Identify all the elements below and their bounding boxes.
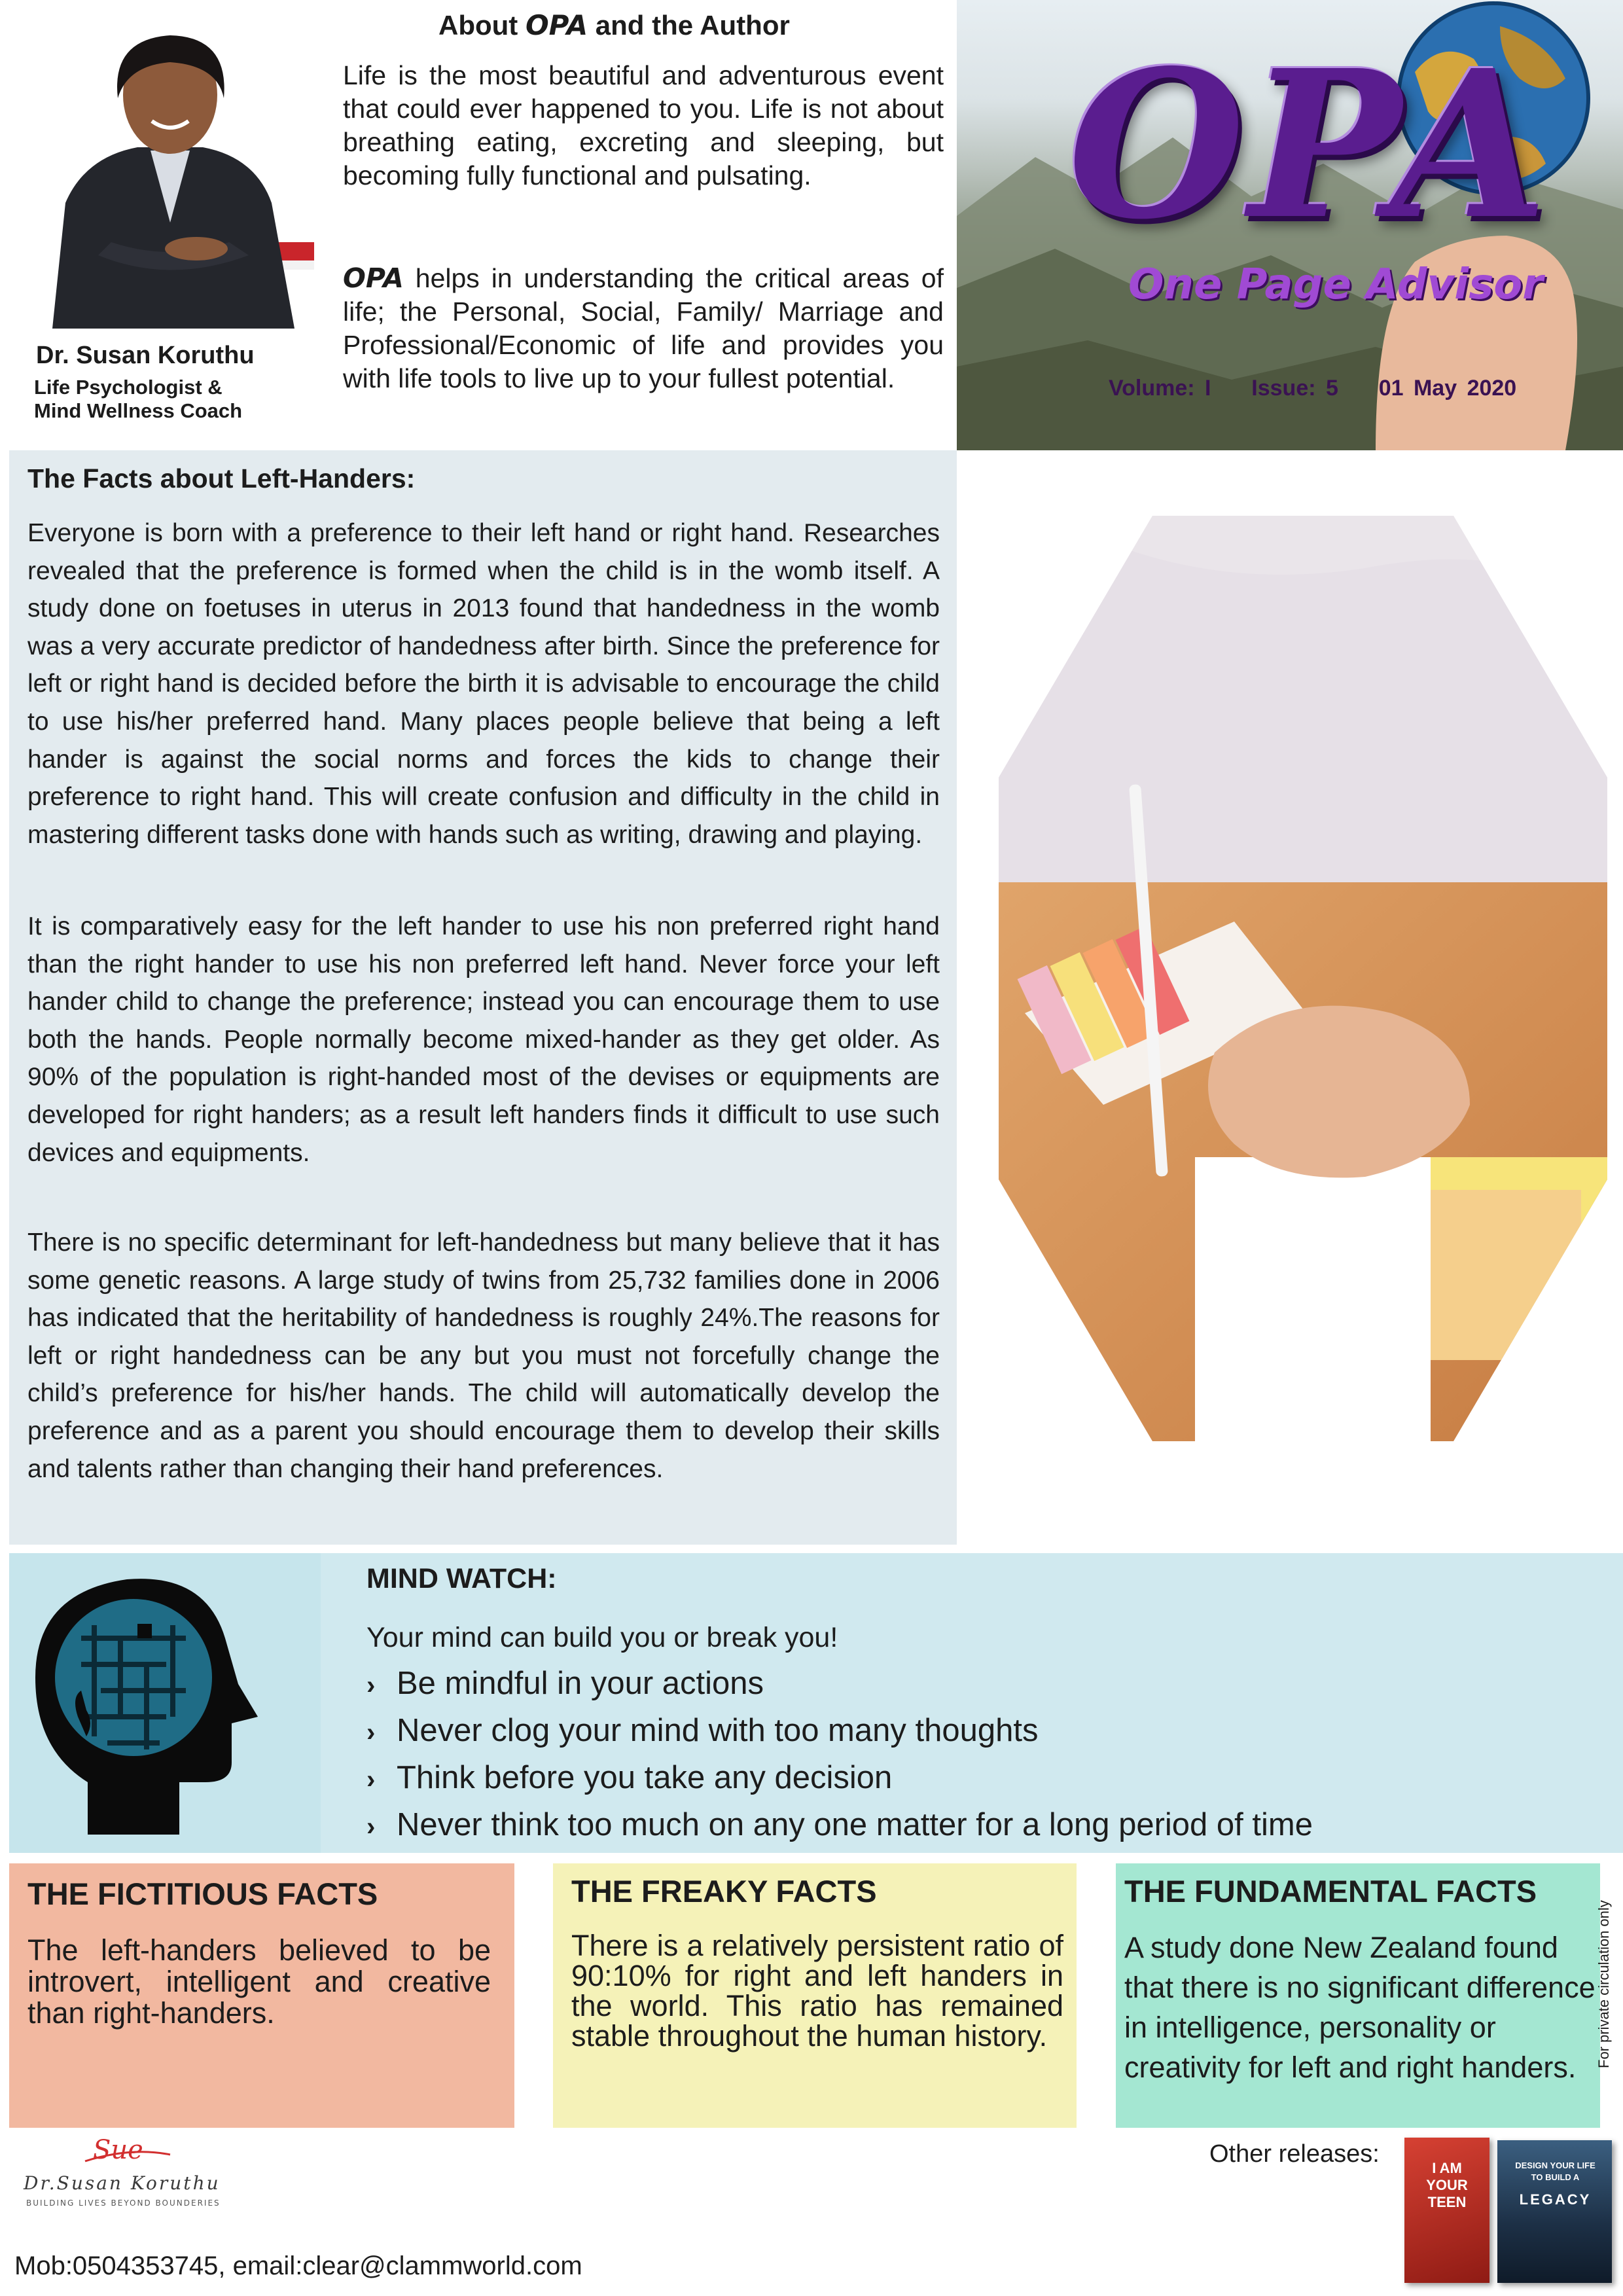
mind-watch-item-text: Be mindful in your actions [397,1666,764,1701]
fundamental-facts-text: A study done New Zealand found that there is no significant difference in intelligence, personality or creativity for left and right handers. [1124,1931,1596,2084]
chevron-right-icon: › [366,1671,376,1700]
chevron-right-icon: › [366,1765,376,1794]
book-cover-legacy-title [1501,2160,1609,2183]
mind-watch-heading: MIND WATCH: [366,1563,557,1594]
fundamental-facts-title: THE FUNDAMENTAL FACTS [1124,1874,1537,1909]
mind-watch-item [366,1665,764,1702]
logo-signature-mark: Sue [93,2135,143,2165]
chevron-right-icon: › [366,1812,376,1841]
author-role-line-1: Life Psychologist & [34,376,223,399]
contact-info: Mob:0504353745, email:clear@clammworld.com [14,2251,582,2280]
masthead-subtitle: One Page Advisor [1128,260,1543,309]
freaky-facts-text: There is a relatively persistent ratio of 90:10% for right and left handers in the world. This ratio has remained stable throughout the human history. [571,1929,1063,2053]
fictitious-facts-text: The left-handers believed to be introvert, intelligent and creative than right-handers. [27,1933,491,2030]
freaky-facts-title: THE FREAKY FACTS [571,1874,877,1909]
book-2-legacy-word: LEGACY [1519,2191,1592,2208]
hand-writing-photo [999,516,1607,1441]
issue-date: 01 May 2020 [1378,376,1517,401]
author-photo [13,26,327,329]
facts-paragraph-1: Everyone is born with a preference to their left hand or right hand. Researches revealed that the preference is formed when the child is in the womb itself. A study done on foetuses in uterus in 2013 found that handedness in the womb was a very accurate predictor of handedness after birth. Since the preference for left or right hand is decided before the birth it is advisable to encourage the child to use his/her preferred hand. Many places people believe that being a left hander is against the social norms and forces the kids to change their preference to right hand. This will create confusion and difficulty in the child in mastering different tasks done with hands such as writing, drawing and playing. [27,519,940,849]
mind-watch-item [366,1806,1313,1843]
about-paragraph-2-text: helps in understanding the critical areas of life; the Personal, Social, Family/ Marriage and Professional/Economic of life and provides you with life tools to live up to your fullest potential. [343,263,944,393]
mind-watch-item-text: Never clog your mind with too many thoughts [397,1713,1039,1748]
about-paragraph-2-brand: OPA [343,262,404,294]
facts-paragraph-3: There is no specific determinant for left-handedness but many believe that it has some genetic reasons. A large study of twins from 25,732 families done in 2006 has indicated that the heritability of handedness is roughly 24%.The reasons for left or right handedness can be any but you must not forcefully change the child’s preference for his/her hands. The child will automatically develop the preference and as a parent you should encourage them to develop their skills and talents rather than changing their hand preferences. [27,1229,940,1483]
about-heading-brand: OPA [525,9,588,41]
head-maze-icon [9,1553,321,1853]
signature-logo [20,2127,255,2212]
mind-watch-intro: Your mind can build you or break you! [366,1622,838,1653]
chevron-right-icon: › [366,1718,376,1747]
mind-watch-item-text: Think before you take any decision [397,1760,893,1795]
about-heading-pre: About [438,10,526,41]
mind-watch-item-text: Never think too much on any one matter for a long period of time [397,1807,1313,1842]
facts-heading: The Facts about Left-Handers: [27,463,416,493]
masthead-title: OPA [1068,26,1552,264]
mind-watch-item [366,1712,1038,1749]
head-maze-panel [9,1553,321,1853]
logo-tagline: BUILDING LIVES BEYOND BOUNDERIES [26,2198,221,2208]
book-2-line-1: DESIGN YOUR LIFE [1515,2161,1596,2170]
other-releases-label: Other releases: [1209,2140,1380,2168]
issue-line [1109,376,1516,401]
mind-watch-item [366,1759,892,1796]
about-paragraph-1: Life is the most beautiful and adventurous event that could ever happened to you. Life is not about breathing eating, excreting and sleeping, but becoming fully functional and pulsating. [343,60,944,190]
facts-paragraph-2: It is comparatively easy for the left hander to use his non preferred right hand than the right hander to use his non preferred left hand. Never force your left hander child to change the preference; instead you can encourage them to use both the hands. People normally become mixed-hander as they get older. As 90% of the population is right-handed most of the devises or equipments are developed for right handers; as a result left handers finds it difficult to use such devices and equipments. [27,912,940,1167]
about-heading [438,9,790,41]
book-2-line-2: TO BUILD A [1531,2172,1580,2182]
about-paragraph-2 [343,262,944,395]
author-role-line-2: Mind Wellness Coach [34,399,243,422]
author-role [34,376,242,423]
book-cover-teen-title [1407,2160,1487,2211]
author-name: Dr. Susan Koruthu [36,342,255,369]
logo-name: Dr.Susan Koruthu [24,2172,221,2194]
issue-number: Issue: 5 [1251,376,1338,401]
masthead [957,0,1623,450]
private-circulation-note [1596,1846,1613,2068]
about-heading-post: and the Author [588,10,790,41]
fictitious-facts-title: THE FICTITIOUS FACTS [27,1876,378,1911]
issue-volume: Volume: I [1109,376,1211,401]
private-circulation-text: For private circulation only [1596,1900,1612,2068]
author-portrait-image [13,26,327,329]
book-1-line-2: YOUR TEEN [1426,2177,1468,2210]
book-1-line-1: I AM [1432,2160,1462,2176]
